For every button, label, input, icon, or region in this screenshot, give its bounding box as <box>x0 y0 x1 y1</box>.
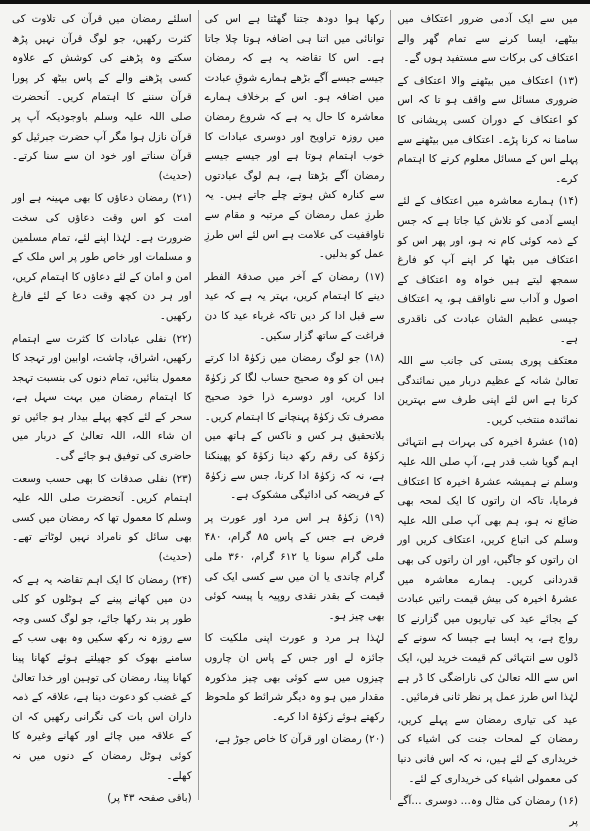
article-paragraph: (۲۰) رمضان اور قرآن کا خاص جوڑ ہے، <box>214 733 385 746</box>
article-paragraph: (۲۲) نفلی عبادات کا کثرت سے اہتمام رکھیں، اشراق، چاشت، اوابین اور تہجد کا معمول بنائیں، تمام دنوں کی بنسبت تہجد کا اہتمام رمضان میں بہت سہل ہے، سحر کے لئے کچھ پہلے بیدار ہو جائیں تو ان شاء اللہ، اللہ تعالیٰ کے دربار میں حاضری کی توفیق ہو جائے گی۔ <box>12 332 192 463</box>
article-paragraph: (۱۷) رمضان کے آخر میں صدقۂ الفطر دینے کا اہتمام کریں، بہتر یہ ہے کہ عید سے قبل ادا کر دیں تاکہ غرباء عید کا دن فراغت کے ساتھ گزار سکیں۔ <box>204 270 385 342</box>
continued-note: (باقی صفحہ ۴۳ پر) <box>107 792 192 805</box>
text-columns <box>6 10 584 827</box>
article-paragraph: (۲۳) نفلی صدقات کا بھی حسب وسعت اہتمام کریں۔ آنحضرت صلی اللہ علیہ وسلم کا معمول تھا کہ رمضان میں کسی بھی سائل کو نامراد نہیں لوٹاتے تھے۔ (حدیث) <box>12 472 192 564</box>
article-paragraph: عید کی تیاری رمضان سے پہلے کریں، رمضان کے لمحات جنت کی اشیاء کی خریداری کے لئے ہیں، نہ کہ اس فانی دنیا کی معمولی اشیاء کی خریداری کے لئے۔ <box>397 713 578 785</box>
article-paragraph: (۱۳) اعتکاف میں بیٹھنے والا اعتکاف کے ضروری مسائل سے واقف ہو تا کہ اس کو اعتکاف کے دوران کسی پریشانی کا سامنا نہ کرنا پڑے۔ اعتکاف میں بیٹھنے سے پہلے اس کے مسائل معلوم کرنے کا اہتمام کرے۔ <box>397 74 578 185</box>
article-paragraph: رکھا ہوا دودھ جتنا گھٹتا ہے اس کی توانائی میں اتنا ہی اضافہ ہوتا چلا جاتا ہے۔ اس کا تقاضہ یہ ہے کہ رمضان جیسے جیسے آگے بڑھے ہمارے شوقِ عبادت میں اضافہ ہو۔ اس کے برخلاف ہمارے معاشرہ کا حال یہ ہے کہ شروع رمضان میں روزہ تراویح اور دوسری عبادات کا خوب اہتمام ہوتا ہے اور جیسے جیسے رمضان آگے بڑھتا ہے، ہم لوگ عبادتوں سے کنارہ کش ہوتے چلے جاتے ہیں۔ یہ طرزِ عمل رمضان کے مرتبہ و مقام سے ناواقفیت کی علامت ہے اس لئے اس طرزِ عمل کو بدلیں۔ <box>204 13 385 261</box>
article-paragraph: (۲۴) رمضان کا ایک اہم تقاضہ یہ ہے کہ دن میں کھانے پینے کے ہوٹلوں کو کلی طور پر بند رکھا جائے، جو لوگ کسی وجہ سے روزہ نہ رکھ سکیں وہ بھی سب کے سامنے بھوک کو جھیلتے ہوئے کھانا پینا کھانا پینا، رمضان کی توہین اور خدا تعالیٰ کے غضب کو دعوت دینا ہے، علاقہ کے ذمہ داران اس بات کی نگرانی رکھیں کہ ان کے علاقہ میں چائے اور کھانے وغیرہ کا کوئی ہوٹل رمضان کے دنوں میں نہ کھلے۔ <box>12 573 192 782</box>
article-paragraph: اسلئے رمضان میں قرآن کی تلاوت کی کثرت رکھیں، جو لوگ قرآن نہیں پڑھ سکتے وہ پڑھنے کی کوشش کے علاوہ کسی پڑھنے والے کے پاس بیٹھ کر پورا قرآن سننے کا اہتمام کریں۔ آنحضرت صلی اللہ علیہ وسلم باوجودیکہ آپ پر قرآن نازل ہوا مگر آپ حضرت جبرئیل کو قرآن سناتے اور خود ان سے سنا کرتے۔ (حدیث) <box>12 13 192 182</box>
article-paragraph: (۱۹) زکوٰۃ ہر اس مرد اور عورت پر فرض ہے جس کے پاس ۸۵ گرام، ۴۸۰ ملی گرام سونا یا ۶۱۲ گرام، ۳۶۰ ملی گرام چاندی یا ان میں سے کسی ایک کی قیمت کے بقدر نقدی روپیہ یا پیسہ کوئی بھی چیز ہو۔ <box>204 511 385 622</box>
article-paragraph: لہٰذا ہر مرد و عورت اپنی ملکیت کا جائزہ لے اور جس کے پاس ان چاروں چیزوں میں سے کوئی بھی چیز مذکورہ مقدار میں ہو وہ دیگر شرائط کو ملحوظ رکھتے ہوئے زکوٰۃ ادا کرے۔ <box>204 632 385 723</box>
text-column <box>199 10 392 800</box>
article-paragraph: معتکف پوری بستی کی جانب سے اللہ تعالیٰ شانہ کے عظیم دربار میں نمائندگی کرتا ہے اس لئے اپنی طرف سے بہترین نمائندہ منتخب کریں۔ <box>397 355 578 426</box>
top-rule <box>0 0 590 4</box>
text-column <box>391 10 584 827</box>
text-column <box>6 10 199 805</box>
article-paragraph: (۲۱) رمضان دعاؤں کا بھی مہینہ ہے اور امت کو اس وقت دعاؤں کی سخت ضرورت ہے۔ لہٰذا اپنے لئے، تمام مسلمین و مسلمات اور خاص طور پر اس ملک کے امن و امان کے لئے دعاؤں کا اہتمام کریں، اور ہر دن کچھ وقت دعا کے لئے فارغ رکھیں۔ <box>12 192 192 322</box>
article-paragraph: (۱۶) رمضان کی مثال وہ… دوسری …آگے پر <box>397 795 578 827</box>
article-paragraph: (۱۴) ہمارے معاشرہ میں اعتکاف کے لئے ایسے آدمی کو تلاش کیا جاتا ہے کہ جس کے ذمہ کوئی کام نہ ہو، اور پھر اس کو اعتکاف میں بٹھا کر اپنے آپ کو فارغ سمجھ لیتے ہیں خواہ وہ اعتکاف کے اصول و آداب سے ناواقف ہو، یہ اعتکاف جیسی عظیم الشان عبادت کی ناقدری ہے۔ <box>397 195 578 345</box>
article-paragraph: (۱۵) عشرۂ اخیرہ کی بہرات ہے انتہائی اہم گویا شب قدر ہے، آپ صلی اللہ علیہ وسلم نے ہمیشہ عشرۂ اخیرہ کا اعتکاف فرمایا، تاکہ ان راتوں کا ایک لمحہ بھی ضائع نہ ہو، ہم بھی آپ صلی اللہ علیہ وسلم کی اتباع کریں، اعتکاف کریں اور ان راتوں کو جاگیں، اور ان راتوں کی بھی قدردانی کریں۔ ہمارے معاشرہ میں عشرۂ اخیرہ کی بیش قیمت راتیں عبادت کے بجائے عید کی تیاریوں میں گزارنے کا رواج ہے، یہ ایسا ہے جیسا کہ سونے کے ڈلوں سے انتہائی کم قیمت خرید لیں، ایک اس سے اللہ تعالیٰ کی ناراضگی کا ڈر ہے لہٰذا اس طرز عمل پر نظر ثانی فرمائیں۔ <box>397 436 578 704</box>
article-paragraph: (۱۸) جو لوگ رمضان میں زکوٰۃ ادا کرتے ہیں ان کو وہ صحیح حساب لگا کر زکوٰۃ ادا کریں، اور دوسرے ذرا خود صحیح مصرف تک زکوٰۃ پہنچانے کا اہتمام کریں۔ بلاتحقیق ہر کس و ناکس کے ہاتھ میں زکوٰۃ کی رقم رکھ دینا زکوٰۃ کو پھینکنا ہے، نہ کہ زکوٰۃ ادا کرنا، جس سے زکوٰۃ کے فریضہ کی ادائیگی مشکوک ہے۔ <box>204 352 385 502</box>
article-paragraph: میں سے ایک آدمی ضرور اعتکاف میں بیٹھے، ایسا کرنے سے تمام گھر والے اعتکاف کی برکات سے مستفید ہوں گے۔ <box>397 13 578 65</box>
